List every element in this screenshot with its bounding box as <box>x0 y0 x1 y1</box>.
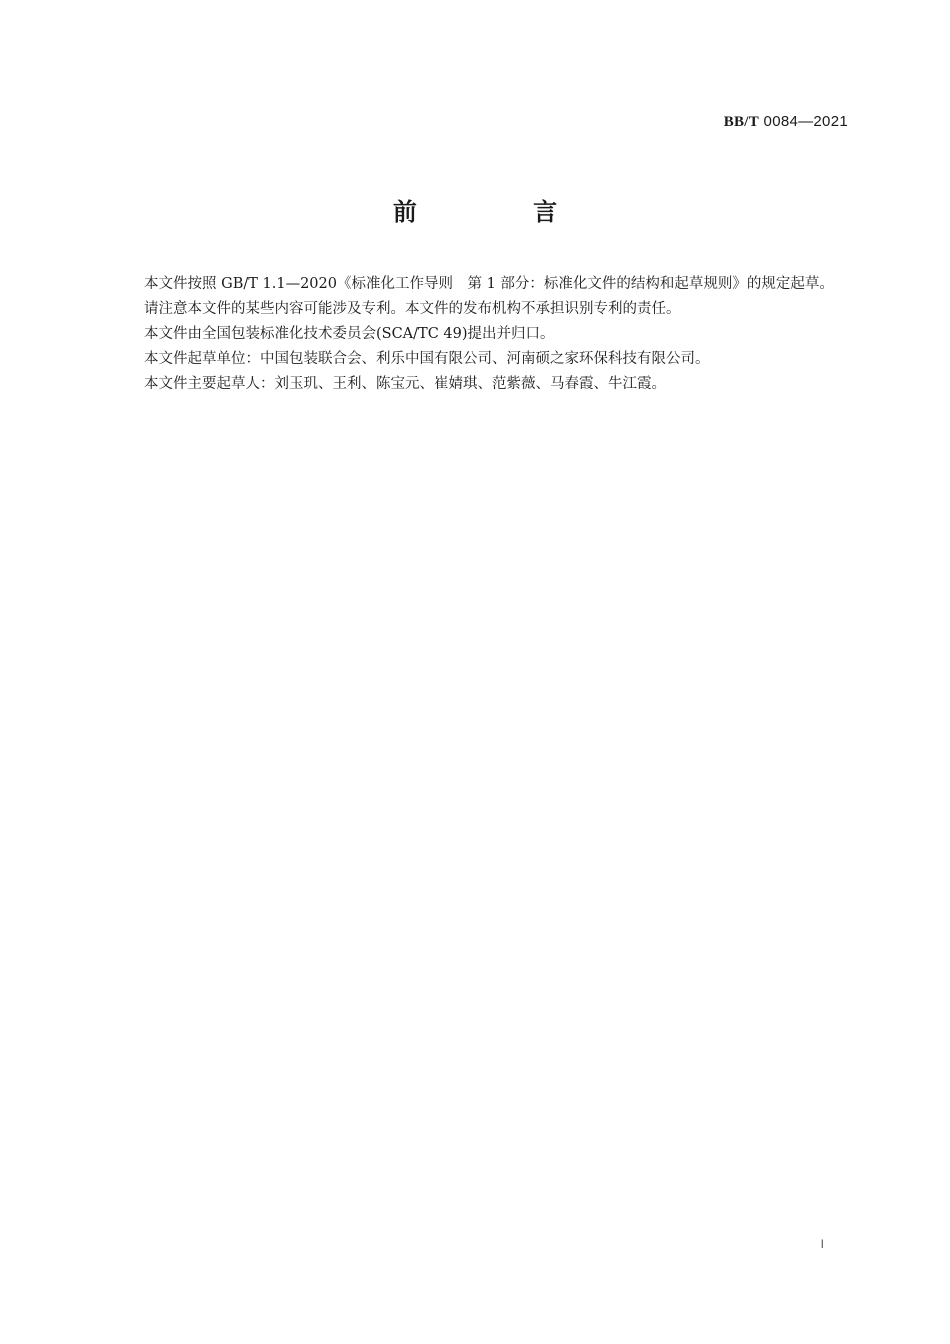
paragraph-proposer: 本文件由全国包装标准化技术委员会(SCA/TC 49)提出并归口。 <box>144 326 555 342</box>
foreword-body <box>115 272 853 397</box>
standard-code-prefix: BB/T <box>723 114 760 130</box>
paragraph-patent-notice: 请注意本文件的某些内容可能涉及专利。本文件的发布机构不承担识别专利的责任。 <box>144 301 681 317</box>
document-standard-code <box>724 113 848 131</box>
page-title: 前 言 <box>392 198 612 226</box>
paragraph-drafting-rules: 本文件按照 GB/T 1.1—2020《标准化工作导则 第 1 部分：标准化文件的结构和起草规则》的规定起草。 <box>144 276 834 292</box>
page-number: I <box>820 1237 824 1251</box>
standard-code-number: 0084—2021 <box>763 113 848 130</box>
paragraph-drafting-units: 本文件起草单位：中国包装联合会、利乐中国有限公司、河南硕之家环保科技有限公司。 <box>144 351 710 367</box>
paragraph-drafters: 本文件主要起草人：刘玉玑、王利、陈宝元、崔婧琪、范紫薇、马春霞、牛江霞。 <box>144 376 666 392</box>
